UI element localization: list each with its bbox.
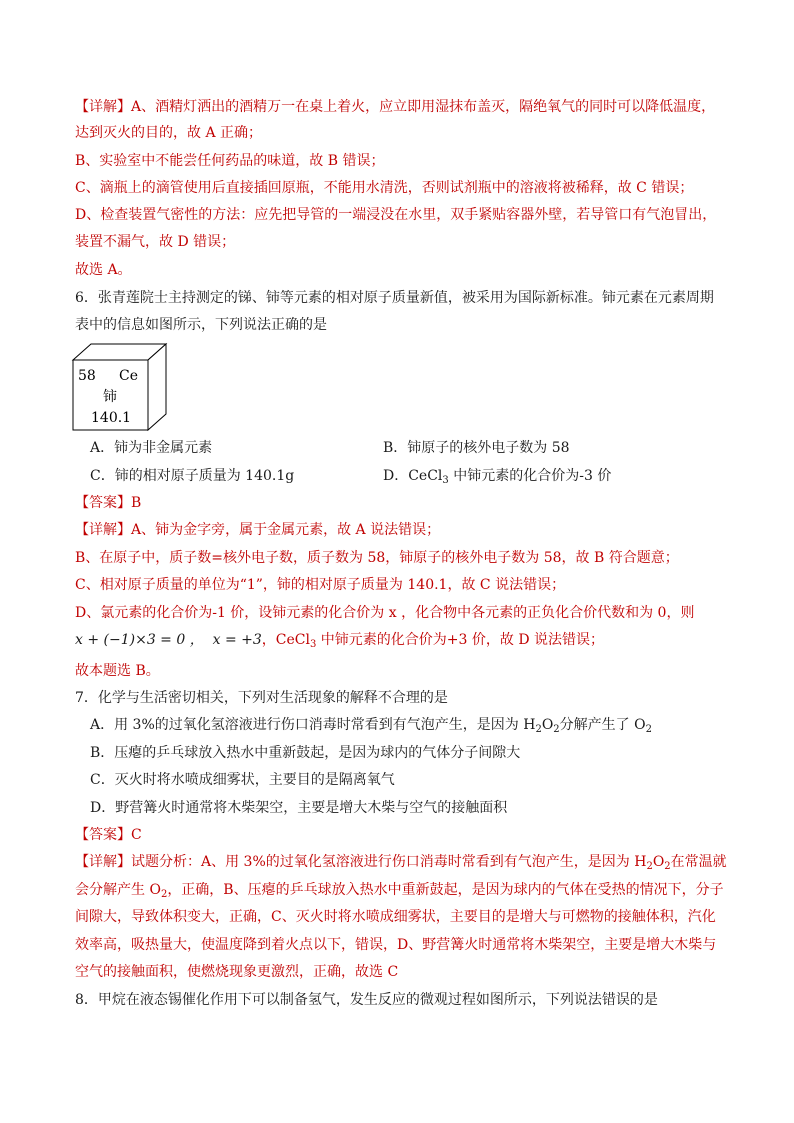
detail-tag: 【详解】 (75, 99, 131, 115)
q7-detail-line-3: 间隙大，导致体积变大，正确，C、灭火时将水喷成细雾状，主要目的是增大与可燃物的接触体积，汽化 (75, 909, 716, 925)
q6-answer (75, 494, 725, 512)
detail-tag: 【详解】 (75, 854, 131, 870)
q5-detail-line-5: D、检查装置气密性的方法：应先把导管的一端浸没在水里，双手紧贴容器外壁，若导管口有气泡冒出， (75, 207, 717, 223)
equation-2: x = +3 (212, 632, 262, 648)
q5-detail-line-7: 故选 A。 (75, 262, 132, 278)
q7-detail-line-1: 【详解】试题分析：A、用 3%的过氧化氢溶液进行伤口消毒时常看到有气泡产生，是因为 $H_2O_2$在常温就 (75, 854, 727, 872)
answer-value: B (131, 495, 142, 511)
q6-detail-line-6: 故本题选 B。 (75, 663, 160, 679)
answer-value: C (131, 827, 142, 843)
element-atomic-number: 58 (78, 368, 96, 384)
q6-option-d: D．CeCl$_3$ 中铈元素的化合价为-3 价 (383, 468, 612, 486)
q7-option-c: C．灭火时将水喷成细雾状，主要目的是隔离氧气 (90, 772, 395, 788)
detail-tag: 【详解】 (75, 522, 131, 538)
element-mass: 140.1 (91, 410, 132, 426)
element-symbol: Ce (119, 368, 138, 384)
q6-detail-line-3: C、相对原子质量的单位为“1”，铈的相对原子质量为 140.1，故 C 说法错误； (75, 577, 566, 593)
q7-detail-line-2: 会分解产生 $O_2$，正确，B、压瘪的乒乓球放入热水中重新鼓起，是因为球内的气体在受热的情况下，分子 (75, 882, 724, 900)
q6-detail-line-1: 【详解】A、铈为金字旁，属于金属元素，故 A 说法错误； (75, 522, 441, 538)
q5-detail-line-6: 装置不漏气，故 D 错误； (75, 234, 236, 250)
q6-stem-line-2: 表中的信息如图所示，下列说法正确的是 (75, 317, 327, 333)
q7-stem: 7．化学与生活密切相关，下列对生活现象的解释不合理的是 (75, 690, 448, 706)
q6-options-row-1 (90, 439, 740, 457)
q8-stem: 8．甲烷在液态锡催化作用下可以制备氢气，发生反应的微观过程如图所示，下列说法错误的是 (75, 992, 658, 1008)
element-name: 铈 (103, 389, 117, 405)
q5-detail-text: A、酒精灯洒出的酒精万一在桌上着火，应立即用湿抹布盖灭，隔绝氧气的同时可以降低温度， (131, 99, 716, 115)
element-cell-figure (71, 342, 171, 436)
q6-option-b: B．铈原子的核外电子数为 58 (383, 440, 570, 456)
q7-option-b: B．压瘪的乒乓球放入热水中重新鼓起，是因为球内的气体分子间隙大 (90, 745, 521, 761)
q5-detail-line-4: C、滴瓶上的滴管使用后直接插回原瓶，不能用水清洗，否则试剂瓶中的溶液将被稀释，故 C 错误； (75, 180, 694, 196)
q7-option-d: D．野营篝火时通常将木柴架空，主要是增大木柴与空气的接触面积 (90, 800, 508, 816)
q6-stem-line-1: 6．张青莲院士主持测定的锑、铈等元素的相对原子质量新值，被采用为国际新标准。铈元素在元素周期 (75, 290, 714, 306)
q5-detail-line-2: 达到灭火的目的，故 A 正确； (75, 125, 263, 141)
equation-1: x + (−1)×3 = 0 ， (75, 632, 204, 648)
answer-tag: 【答案】 (75, 827, 131, 843)
q6-detail-line-4: D、氯元素的化合价为-1 价，设铈元素的化合价为 x ，化合物中各元素的正负化合价代数和为 0，则 (75, 605, 695, 621)
q6-options-row-2 (90, 467, 740, 485)
q6-detail-line-5: x + (−1)×3 = 0 ， x = +3，CeCl$_3$ 中铈元素的化合价为+3 价，故 D 说法错误； (75, 632, 605, 650)
q5-detail-line-1 (75, 98, 725, 116)
q7-option-a: A．用 3%的过氧化氢溶液进行伤口消毒时常看到有气泡产生，是因为 $H_2O_2$分解产生了 $O_2$ (90, 717, 652, 735)
q6-option-a: A．铈为非金属元素 (90, 440, 213, 456)
q6-option-c: C．铈的相对原子质量为 140.1g (90, 468, 295, 484)
q7-detail-line-4: 效率高，吸热量大，使温度降到着火点以下，错误，D、野营篝火时通常将木柴架空，主要是增大木柴与 (75, 937, 717, 953)
q7-detail-line-5: 空气的接触面积，使燃烧现象更激烈，正确，故选 C (75, 964, 399, 980)
q7-answer (75, 826, 725, 844)
q5-detail-line-3: B、实验室中不能尝任何药品的味道，故 B 错误； (75, 153, 385, 169)
q6-detail-line-2: B、在原子中，质子数=核外电子数，质子数为 58，铈原子的核外电子数为 58，故 B 符合题意； (75, 550, 679, 566)
answer-tag: 【答案】 (75, 495, 131, 511)
